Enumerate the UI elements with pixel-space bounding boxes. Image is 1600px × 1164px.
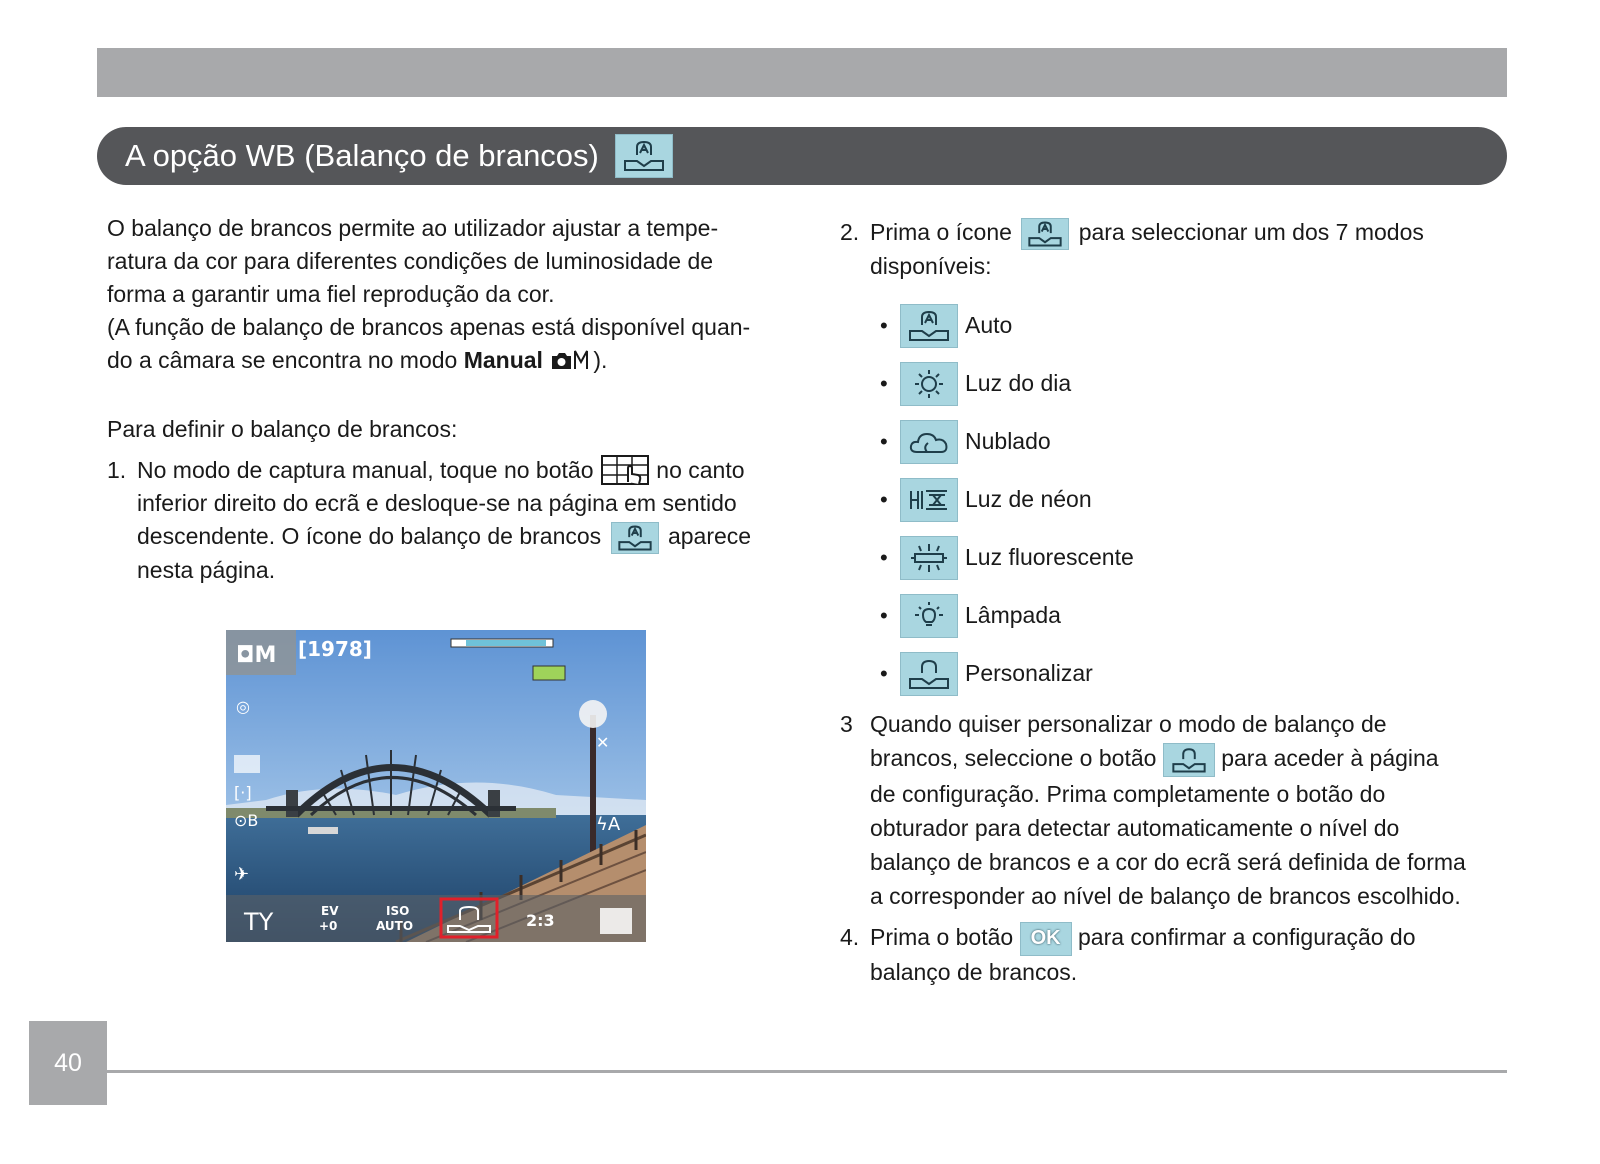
- ev-value: +0: [319, 919, 338, 933]
- wb-daylight-icon: [900, 362, 958, 406]
- list-item: • Luz do dia: [880, 355, 1520, 413]
- note-line: do a câmara se encontra no modo Manual ).: [107, 347, 608, 373]
- footer-divider: [107, 1070, 1507, 1073]
- right-column: [840, 216, 1520, 989]
- ok-button-icon: OK: [1020, 922, 1072, 956]
- page-number: 40: [29, 1021, 107, 1105]
- menu-grid-touch-icon: [600, 454, 650, 486]
- intro-line: ratura da cor para diferentes condições de luminosidade de: [107, 248, 714, 274]
- wb-lamp-icon: [900, 594, 958, 638]
- svg-text:✈: ✈: [234, 864, 250, 885]
- iso-label: ISO: [386, 904, 410, 918]
- svg-text:✕: ✕: [596, 733, 610, 752]
- top-gray-bar: [97, 48, 1507, 97]
- list-item: • Luz fluorescente: [880, 529, 1520, 587]
- wb-neon-icon: [900, 478, 958, 522]
- manual-mode-label: Manual: [463, 347, 543, 373]
- manual-camera-mode-icon: [549, 348, 593, 372]
- page-title: A opção WB (Balanço de brancos): [125, 138, 599, 173]
- wb-auto-icon: [611, 522, 659, 554]
- iso-value: AUTO: [376, 919, 414, 933]
- list-item: • Personalizar: [880, 645, 1520, 703]
- list-item: • Auto: [880, 297, 1520, 355]
- svg-text:◎: ◎: [236, 697, 250, 716]
- list-item: • Lâmpada: [880, 587, 1520, 645]
- svg-text:[·]: [·]: [234, 783, 252, 802]
- wb-custom-icon: [1163, 743, 1215, 777]
- step-3: 3 Quando quiser personalizar o modo de balanço de brancos, seleccione o botão para aceder à página de configuração. Prima completamente o botão do obturador para detectar automaticamente o nível do balanço de brancos e a cor do ecrã será definida de forma a corresponder ao nível de balanço de brancos escolhido.: [840, 710, 1466, 909]
- wb-mode-list: [880, 297, 1520, 703]
- step-2: 2. Prima o ícone para seleccionar um dos 7 modos disponíveis:: [840, 219, 1424, 279]
- camera-screen-example: [226, 630, 646, 942]
- list-item: • Luz de néon: [880, 471, 1520, 529]
- ev-label: EV: [321, 904, 339, 918]
- wb-auto-icon: [1021, 218, 1069, 250]
- svg-text:⊙B: ⊙B: [234, 811, 259, 830]
- step-4: 4. Prima o botão OK para confirmar a configuração do balanço de brancos.: [840, 921, 1520, 989]
- left-column: [107, 212, 772, 587]
- intro-line: forma a garantir uma fiel reprodução da cor.: [107, 281, 555, 307]
- step-1: 1. No modo de captura manual, toque no botão no canto inferior direito do ecrã e desloque-se na página em sentido descendente. O ícone do balanço de brancos aparece nesta página.: [107, 454, 772, 587]
- section-title-bar: [97, 127, 1507, 185]
- aspect-ratio: 2:3: [526, 911, 555, 930]
- svg-text:ϟA: ϟA: [596, 814, 621, 835]
- wb-cloudy-icon: [900, 420, 958, 464]
- define-heading: Para definir o balanço de brancos:: [107, 416, 458, 442]
- wb-fluorescent-icon: [900, 536, 958, 580]
- wb-auto-icon: [615, 134, 673, 178]
- mode-indicator-text: ◘M: [236, 643, 277, 668]
- wb-auto-icon: [900, 304, 958, 348]
- svg-text:TY: TY: [244, 908, 274, 936]
- shot-count: [1978]: [298, 637, 372, 661]
- list-item: • Nublado: [880, 413, 1520, 471]
- intro-line: O balanço de brancos permite ao utilizador ajustar a tempe-: [107, 215, 719, 241]
- wb-custom-icon: [900, 652, 958, 696]
- note-line: (A função de balanço de brancos apenas está disponível quan-: [107, 314, 751, 340]
